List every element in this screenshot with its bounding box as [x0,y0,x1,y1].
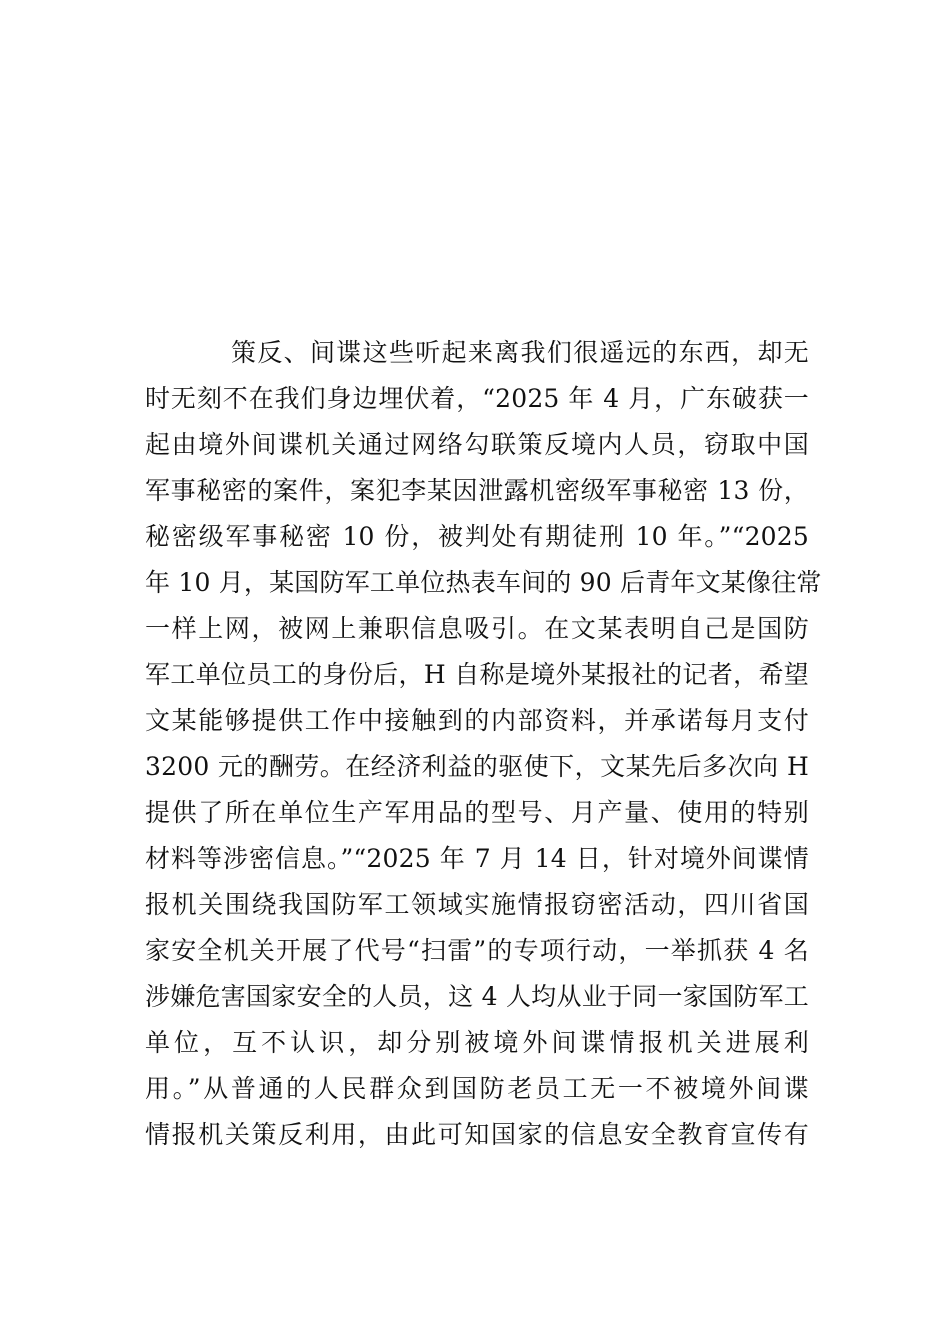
paragraph-line: 家安全机关开展了代号“扫雷”的专项行动，一举抓获 4 名 [145,936,809,965]
paragraph-line: 军工单位员工的身份后，H 自称是境外某报社的记者，希望 [145,660,809,689]
paragraph-line: 材料等涉密信息。”“2025 年 7 月 14 日，针对境外间谍情 [145,844,809,873]
paragraph-line: 报机关围绕我国防军工领域实施情报窃密活动，四川省国 [145,890,809,919]
paragraph-line: 时无刻不在我们身边埋伏着，“2025 年 4 月，广东破获一 [145,384,809,413]
paragraph-line: 一样上网，被网上兼职信息吸引。在文某表明自己是国防 [145,614,809,643]
paragraph-line: 策反、间谍这些听起来离我们很遥远的东西，却无 [231,338,809,367]
paragraph-line: 起由境外间谍机关通过网络勾联策反境内人员，窃取中国 [145,430,809,459]
paragraph-line: 用。”从普通的人民群众到国防老员工无一不被境外间谍 [145,1074,809,1103]
paragraph-line: 情报机关策反利用，由此可知国家的信息安全教育宣传有 [145,1120,809,1149]
paragraph-line: 军事秘密的案件，案犯李某因泄露机密级军事秘密 13 份， [145,476,809,505]
paragraph-line: 年 10 月，某国防军工单位热表车间的 90 后青年文某像往常 [145,568,822,597]
paragraph-line: 单位，互不认识，却分别被境外间谍情报机关进展利 [145,1028,809,1057]
paragraph-line: 文某能够提供工作中接触到的内部资料，并承诺每月支付 [145,706,809,735]
paragraph-line: 3200 元的酬劳。在经济利益的驱使下，文某先后多次向 H [145,752,809,781]
body-paragraph [145,330,822,1158]
paragraph-line: 秘密级军事秘密 10 份，被判处有期徒刑 10 年。”“2025 [145,522,809,551]
paragraph-line: 提供了所在单位生产军用品的型号、月产量、使用的特别 [145,798,809,827]
paragraph-line: 涉嫌危害国家安全的人员，这 4 人均从业于同一家国防军工 [145,982,809,1011]
